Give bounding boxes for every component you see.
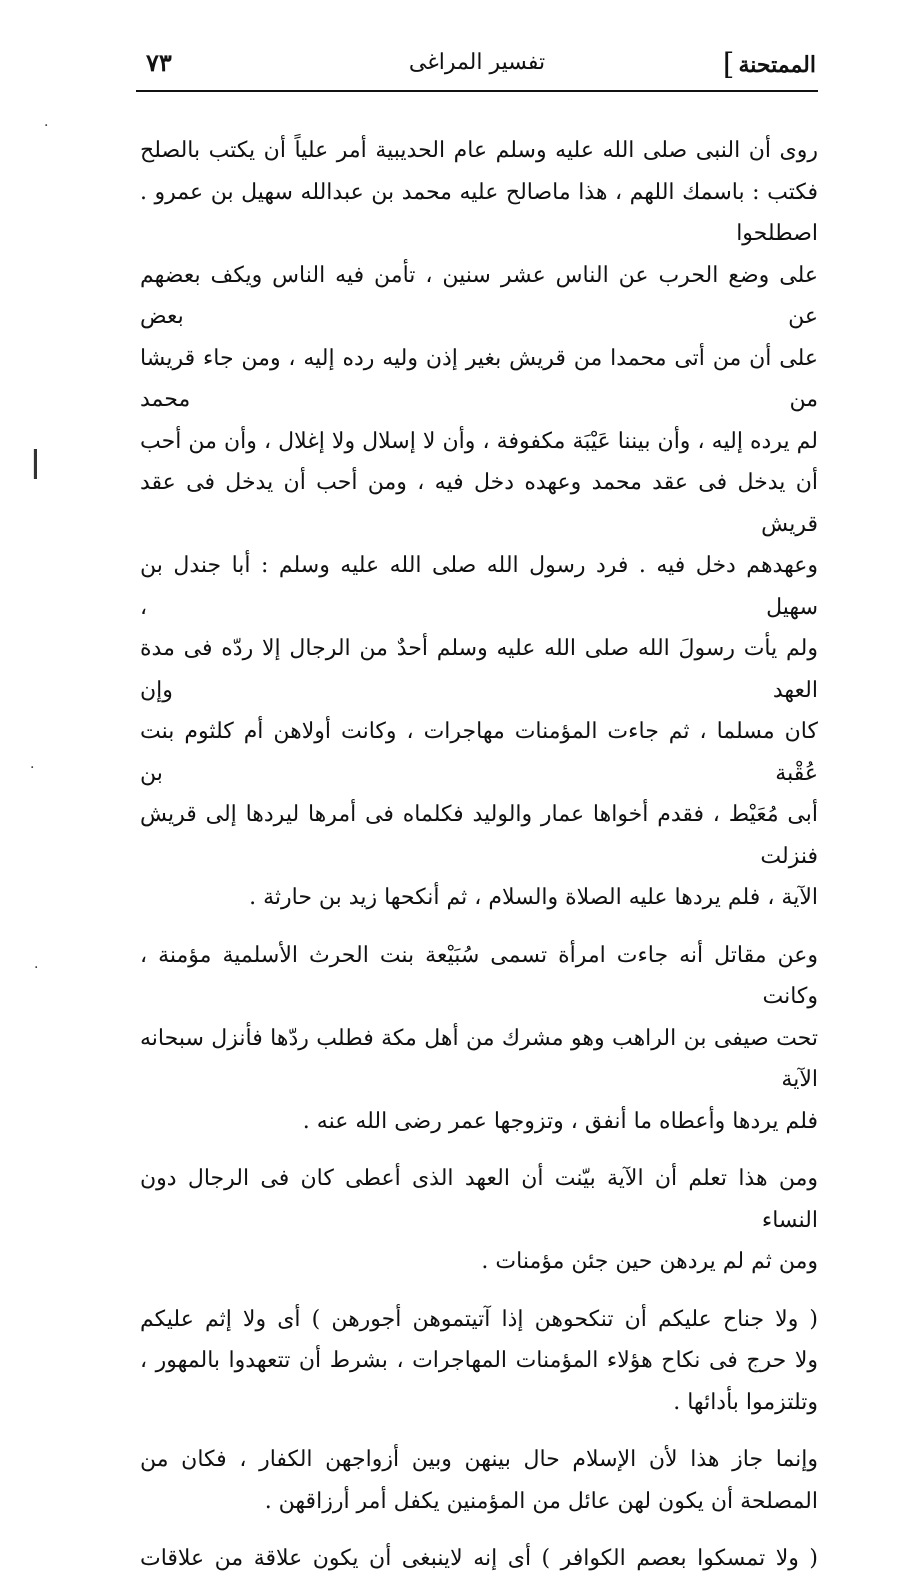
page-body <box>140 130 818 1580</box>
text-line: على أن من أتى محمدا من قريش بغير إذن وليه رده إليه ، ومن جاء قريشا من محمد <box>140 345 818 412</box>
text-line: ومن ثم لم يردهن حين جئن مؤمنات . <box>481 1249 818 1274</box>
text-line: وتلتزموا بأدائها . <box>673 1389 818 1415</box>
page-header <box>138 44 816 90</box>
text-line: فلم يردها وأعطاه ما أنفق ، وتزوجها عمر رضى الله عنه . <box>302 1108 818 1134</box>
text-line: أبى مُعَيْط ، فقدم أخواها عمار والوليد فكلماه فى أمرها ليردها إلى قريش فنزلت <box>140 802 818 869</box>
chapter-label: الممتحنة <box>738 52 816 78</box>
text-line: لم يرده إليه ، وأن بيننا عَيْبَة مكفوفة ، وأن لا إسلال ولا إغلال ، وأن من أحب <box>140 428 818 454</box>
text-line: ومن هذا تعلم أن الآية بيّنت أن العهد الذى أعطى كان فى الرجال دون النساء <box>140 1166 818 1233</box>
paragraph-5 <box>140 1439 818 1522</box>
text-line: روى أن النبى صلى الله عليه وسلم عام الحديبية أمر علياً أن يكتب بالصلح <box>140 138 818 163</box>
header-rule <box>136 90 818 92</box>
text-line: المصلحة أن يكون لهن عائل من المؤمنين يكفل أمر أرزاقهن . <box>264 1488 818 1514</box>
margin-speck: | <box>30 445 41 480</box>
margin-speck: · <box>30 760 35 776</box>
text-line: ولا حرج فى نكاح هؤلاء المؤمنات المهاجرات ، بشرط أن تتعهدوا بالمهور ، <box>140 1348 818 1373</box>
margin-speck: · <box>44 118 49 134</box>
paragraph-6 <box>140 1538 818 1580</box>
text-line: وعن مقاتل أنه جاءت امرأة تسمى سُبَيْعة بنت الحرث الأسلمية مؤمنة ، وكانت <box>140 942 818 1009</box>
paragraph-4 <box>140 1299 818 1424</box>
text-line: فكتب : باسمك اللهم ، هذا ماصالح عليه محمد بن عبدالله سهيل بن عمرو . اصطلحوا <box>140 179 818 246</box>
margin-speck: · <box>34 960 39 976</box>
book-title: تفسير المراغى <box>408 50 546 75</box>
text-line: الآية ، فلم يردها عليه الصلاة والسلام ، ثم أنكحها زيد بن حارثة . <box>249 885 818 910</box>
text-line: وإنما جاز هذا لأن الإسلام حال بينهن وبين أزواجهن الكفار ، فكان من <box>140 1447 818 1472</box>
paragraph-1 <box>140 130 818 919</box>
text-line: كان مسلما ، ثم جاءت المؤمنات مهاجرات ، وكانت أولاهن أم كلثوم بنت عُقْبة بن <box>140 719 818 786</box>
page-number: ٧٣ <box>146 48 172 77</box>
text-line: ( ولا تمسكوا بعصم الكوافر ) أى إنه لاينبغى أن يكون علاقة من علاقات <box>140 1546 818 1571</box>
text-line: وعهدهم دخل فيه . فرد رسول الله صلى الله عليه وسلم : أبا جندل بن سهيل ، <box>140 553 818 620</box>
text-line: على وضع الحرب عن الناس عشر سنين ، تأمن فيه الناس ويكف بعضهم عن بعض <box>140 262 818 329</box>
text-line: أن يدخل فى عقد محمد وعهده دخل فيه ، ومن أحب أن يدخل فى عقد قريش <box>140 470 818 537</box>
text-line: تحت صيفى بن الراهب وهو مشرك من أهل مكة فطلب ردّها فأنزل سبحانه الآية <box>140 1025 818 1092</box>
paragraph-3 <box>140 1158 818 1283</box>
paragraph-2 <box>140 935 818 1143</box>
text-line: ولم يأت رسولَ الله صلى الله عليه وسلم أحدٌ من الرجال إلا ردّه فى مدة العهد وإن <box>140 636 818 703</box>
text-line: ( ولا جناح عليكم أن تنكحوهن إذا آتيتموهن أجورهن ) أى ولا إثم عليكم <box>140 1306 818 1332</box>
header-bracket: ] <box>722 47 735 82</box>
